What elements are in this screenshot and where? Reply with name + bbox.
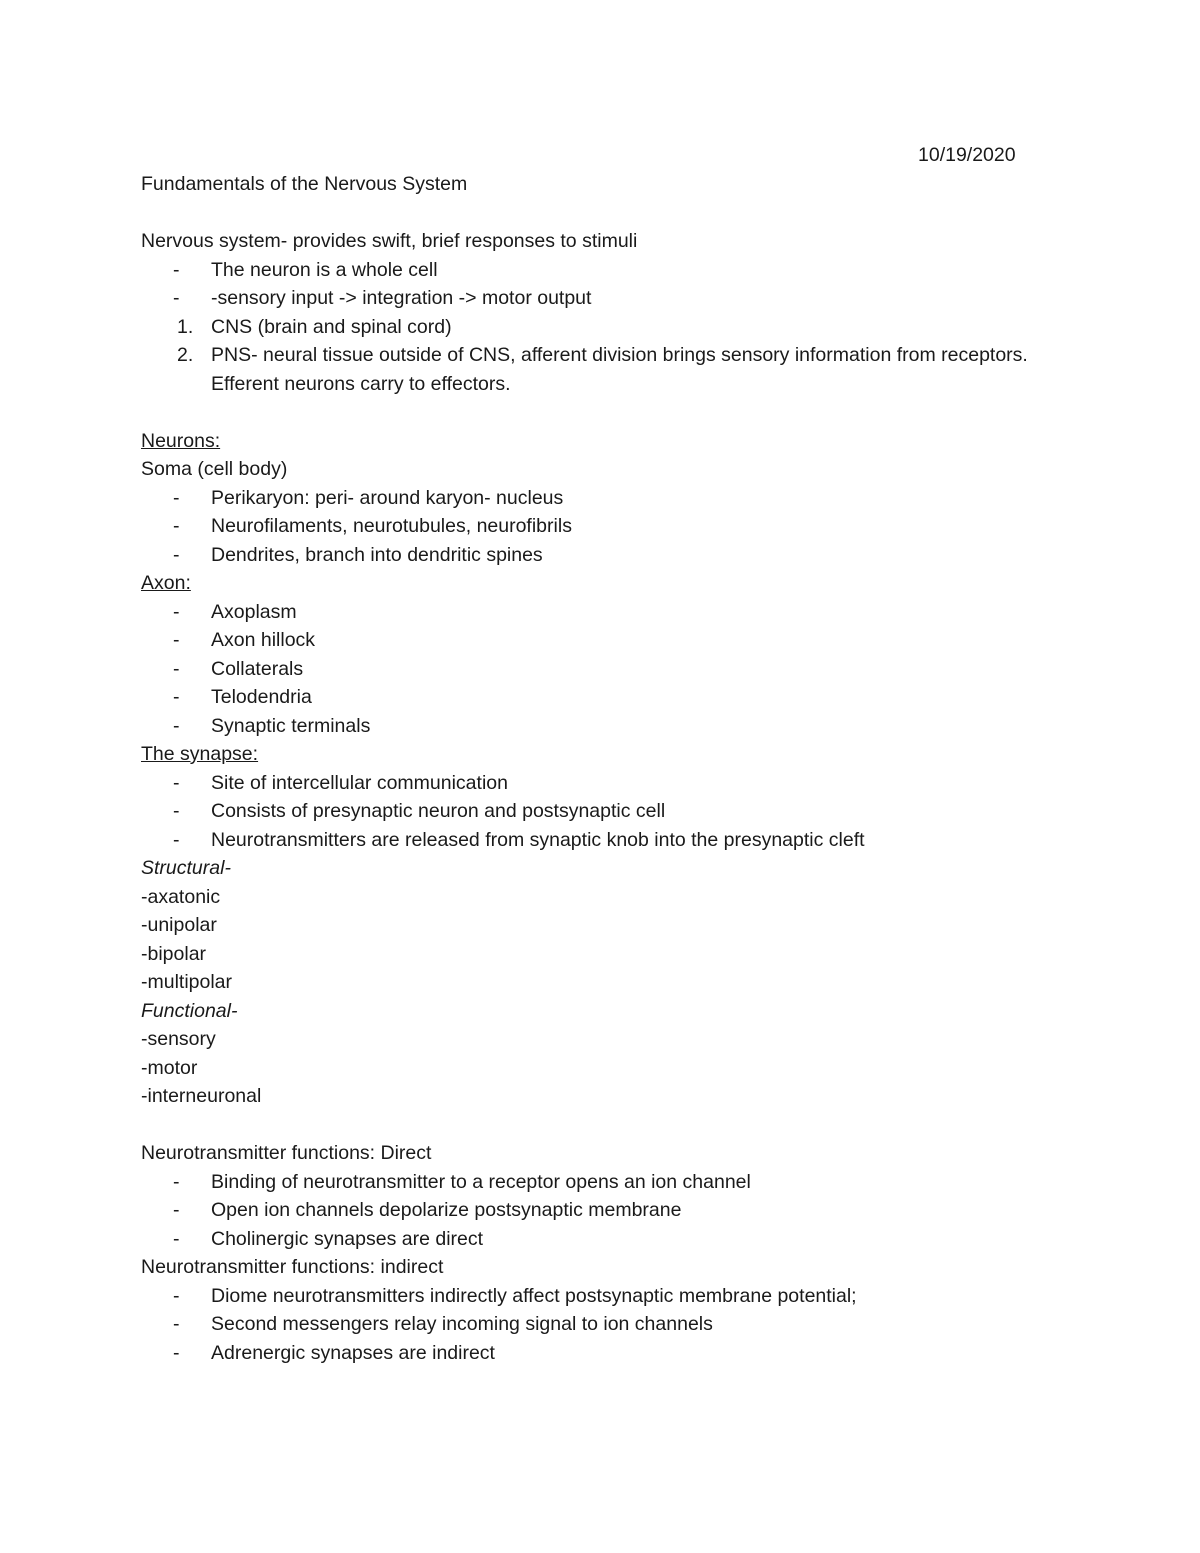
number-marker: 1. — [177, 315, 194, 338]
number-marker: 2. — [177, 344, 194, 366]
indirect-heading: Neurotransmitter functions: indirect — [141, 1256, 444, 1278]
functional-heading: Functional- — [141, 999, 238, 1022]
list-item-text: Synaptic terminals — [211, 714, 371, 737]
bullet-marker: - — [173, 714, 180, 737]
list-item — [141, 256, 1041, 285]
list-item-text: Open ion channels depolarize postsynaptic membrane — [211, 1199, 682, 1221]
note-date: 10/19/2020 — [918, 144, 1016, 166]
page-title: Fundamentals of the Nervous System — [141, 173, 468, 195]
list-item-text: Collaterals — [211, 657, 304, 680]
spacer — [141, 199, 1041, 228]
bullet-marker: - — [173, 1227, 180, 1250]
bullet-marker: - — [173, 1284, 180, 1307]
bullet-marker: - — [173, 1170, 180, 1193]
list-item — [141, 512, 1041, 541]
list-item — [141, 598, 1041, 627]
axon-heading: Axon: — [141, 572, 191, 594]
list-item — [141, 769, 1041, 798]
numbered-item — [141, 341, 1041, 398]
structural-item: -unipolar — [141, 914, 217, 936]
spacer — [141, 398, 1041, 427]
list-item-text: Telodendria — [211, 686, 312, 708]
list-item-text: Binding of neurotransmitter to a receptor opens an ion channel — [211, 1170, 751, 1193]
bullet-marker: - — [173, 686, 180, 708]
synapse-heading: The synapse: — [141, 743, 259, 765]
list-item — [141, 826, 1041, 855]
list-item-text: Dendrites, branch into dendritic spines — [211, 543, 543, 566]
list-item-text: Perikaryon: peri- around karyon- nucleus — [211, 486, 564, 509]
bullet-marker: - — [173, 486, 180, 509]
structural-item: -bipolar — [141, 942, 207, 965]
list-item-text: Axon hillock — [211, 629, 316, 651]
bullet-marker: - — [173, 287, 180, 309]
neurons-heading: Neurons: — [141, 429, 221, 452]
bullet-marker: - — [173, 1341, 180, 1364]
list-item — [141, 1225, 1041, 1254]
list-item — [141, 1310, 1041, 1339]
list-item-text: Neurotransmitters are released from synaptic knob into the presynaptic cleft — [211, 828, 865, 851]
bullet-marker: - — [173, 1313, 180, 1335]
spacer — [141, 1111, 1041, 1140]
list-item — [141, 541, 1041, 570]
functional-item: -sensory — [141, 1028, 216, 1050]
note-body — [141, 170, 1041, 1367]
list-item-text: PNS- neural tissue outside of CNS, afferent division brings sensory information from receptors. Efferent neurons carry to effectors. — [211, 344, 1028, 395]
list-item-text: Neurofilaments, neurotubules, neurofibrils — [211, 515, 572, 537]
list-item-text: The neuron is a whole cell — [211, 258, 438, 281]
list-item-text: Second messengers relay incoming signal to ion channels — [211, 1313, 713, 1335]
list-item-text: -sensory input -> integration -> motor output — [211, 287, 592, 309]
list-item — [141, 1168, 1041, 1197]
list-item-text: Axoplasm — [211, 600, 297, 623]
list-item-text: Adrenergic synapses are indirect — [211, 1341, 495, 1364]
direct-heading: Neurotransmitter functions: Direct — [141, 1142, 432, 1164]
bullet-marker: - — [173, 629, 180, 651]
functional-item: -motor — [141, 1056, 198, 1079]
list-item — [141, 683, 1041, 712]
list-item — [141, 1339, 1041, 1368]
bullet-marker: - — [173, 657, 180, 680]
bullet-marker: - — [173, 515, 180, 537]
list-item — [141, 284, 1041, 313]
bullet-marker: - — [173, 800, 180, 822]
list-item-text: Site of intercellular communication — [211, 771, 508, 794]
bullet-marker: - — [173, 600, 180, 623]
list-item — [141, 626, 1041, 655]
list-item — [141, 484, 1041, 513]
functional-item: -interneuronal — [141, 1085, 262, 1107]
numbered-item — [141, 313, 1041, 342]
bullet-marker: - — [173, 1199, 180, 1221]
list-item — [141, 797, 1041, 826]
list-item — [141, 1282, 1041, 1311]
structural-item: -multipolar — [141, 971, 233, 993]
list-item — [141, 1196, 1041, 1225]
bullet-marker: - — [173, 543, 180, 566]
structural-heading: Structural- — [141, 857, 231, 879]
list-item-text: Consists of presynaptic neuron and postsynaptic cell — [211, 800, 666, 822]
list-item — [141, 655, 1041, 684]
bullet-marker: - — [173, 771, 180, 794]
nervous-system-heading: Nervous system- provides swift, brief responses to stimuli — [141, 230, 638, 252]
list-item-text: Cholinergic synapses are direct — [211, 1227, 484, 1250]
structural-item: -axatonic — [141, 885, 221, 908]
list-item — [141, 712, 1041, 741]
soma-heading: Soma (cell body) — [141, 458, 288, 480]
bullet-marker: - — [173, 258, 180, 281]
list-item-text: CNS (brain and spinal cord) — [211, 315, 452, 338]
bullet-marker: - — [173, 828, 180, 851]
list-item-text: Diome neurotransmitters indirectly affect postsynaptic membrane potential; — [211, 1284, 857, 1307]
